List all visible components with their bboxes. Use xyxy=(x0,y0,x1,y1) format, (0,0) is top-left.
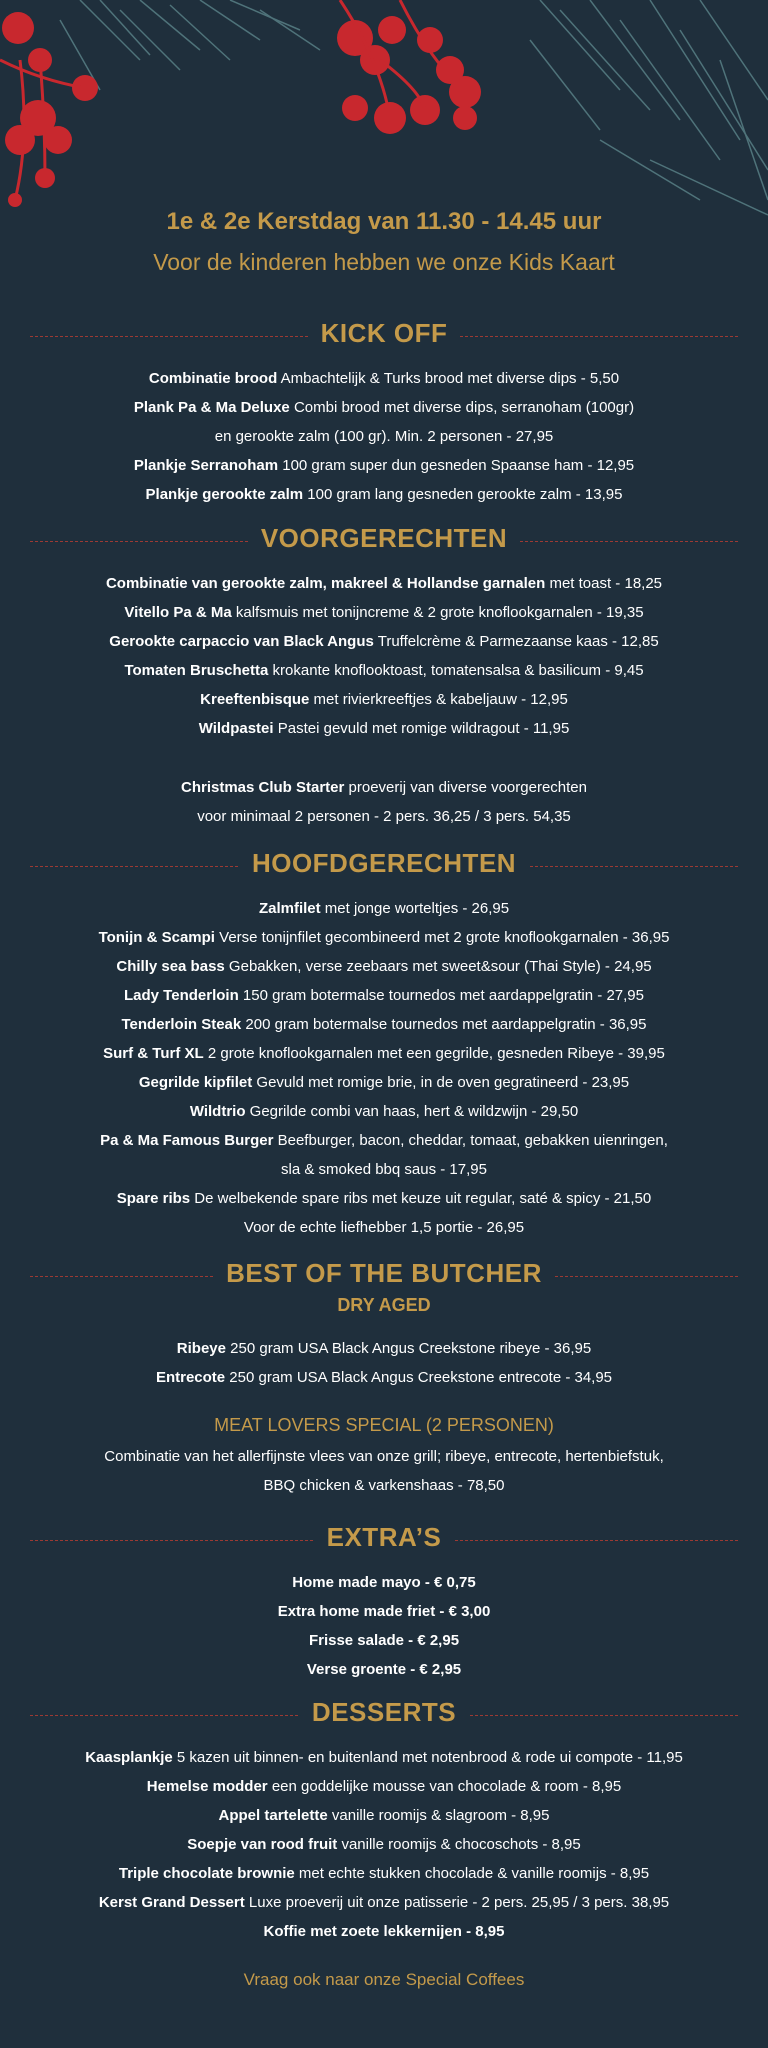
dish-description: vanille roomijs & slagroom - 8,95 xyxy=(327,1807,550,1824)
dish-description: een goddelijke mousse van chocolade & room - 8,95 xyxy=(267,1778,622,1795)
dish-description: en gerookte zalm (100 gr). Min. 2 personen - 27,95 xyxy=(214,428,554,445)
dish-description: voor minimaal 2 personen - 2 pers. 36,25 / 3 pers. 54,35 xyxy=(197,808,571,825)
dish-name: Verse groente - € 2,95 xyxy=(306,1661,462,1678)
dish-description: krokante knoflooktoast, tomatensalsa & basilicum - 9,45 xyxy=(268,662,644,679)
dish-description: Beefburger, bacon, cheddar, tomaat, gebakken uienringen, xyxy=(273,1132,668,1149)
dish-description: Truffelcrème & Parmezaanse kaas - 12,85 xyxy=(373,633,659,650)
menu-item xyxy=(0,1743,768,1772)
dish-name: Zalmfilet xyxy=(258,900,321,917)
menu-list xyxy=(0,894,768,1242)
dish-name: Home made mayo - € 0,75 xyxy=(292,1574,476,1591)
menu-item xyxy=(0,1655,768,1684)
section-title: EXTRA’S xyxy=(315,1522,454,1552)
menu-item xyxy=(0,685,768,714)
menu-item xyxy=(0,981,768,1010)
dish-name: Wildpastei xyxy=(198,720,274,737)
menu-item xyxy=(0,1859,768,1888)
dish-name: Frisse salade - € 2,95 xyxy=(308,1632,460,1649)
dish-name: Vitello Pa & Ma xyxy=(124,604,232,621)
dish-name: Chilly sea bass xyxy=(116,958,225,975)
dish-name: Tomaten Bruschetta xyxy=(124,662,269,679)
dish-name: Tenderloin Steak xyxy=(121,1016,242,1033)
menu-item xyxy=(0,1126,768,1155)
section-hoofdgerechten xyxy=(0,848,768,1242)
dish-name: Extra home made friet - € 3,00 xyxy=(277,1603,491,1620)
dish-description: Combinatie van het allerfijnste vlees van onze grill; ribeye, entrecote, hertenbiefstuk, xyxy=(104,1448,664,1465)
menu-item xyxy=(0,1888,768,1917)
section-kick-off xyxy=(0,318,768,509)
menu-item xyxy=(0,1917,768,1946)
dish-description: met toast - 18,25 xyxy=(545,575,663,592)
meat-lovers-title: MEAT LOVERS SPECIAL (2 PERSONEN) xyxy=(214,1415,554,1435)
kids-menu-note: Voor de kinderen hebben we onze Kids Kaart xyxy=(153,249,615,275)
section-best-of-the-butcher xyxy=(0,1258,768,1500)
dish-description: kalfsmuis met tonijncreme & 2 grote knoflookgarnalen - 19,35 xyxy=(231,604,644,621)
dish-name: Kerst Grand Dessert xyxy=(98,1894,245,1911)
dish-description: proeverij van diverse voorgerechten xyxy=(344,779,587,796)
dish-name: Ribeye xyxy=(176,1340,226,1357)
dish-description: met echte stukken chocolade & vanille roomijs - 8,95 xyxy=(294,1865,650,1882)
menu-list-meat-lovers xyxy=(0,1442,768,1500)
menu-item xyxy=(0,364,768,393)
dish-name: Lady Tenderloin xyxy=(124,987,239,1004)
section-title: KICK OFF xyxy=(309,318,460,348)
menu-item xyxy=(0,1213,768,1242)
section-subtitle: DRY AGED xyxy=(337,1295,431,1315)
menu-item xyxy=(0,1097,768,1126)
menu-item xyxy=(0,1772,768,1801)
dish-description: Gebakken, verse zeebaars met sweet&sour (Thai Style) - 24,95 xyxy=(224,958,652,975)
menu-item xyxy=(0,422,768,451)
section-title: BEST OF THE BUTCHER xyxy=(214,1258,554,1288)
dish-name: Appel tartelette xyxy=(218,1807,328,1824)
dish-description: Ambachtelijk & Turks brood met diverse dips - 5,50 xyxy=(277,370,620,387)
pine-branch-left-icon xyxy=(60,0,320,90)
menu-list xyxy=(0,1568,768,1684)
menu-item xyxy=(0,480,768,509)
dish-name: Plankje Serranoham xyxy=(133,457,279,474)
menu-item xyxy=(0,1363,768,1392)
menu-list xyxy=(0,1743,768,1946)
dish-description: 2 grote knoflookgarnalen met een gegrilde, gesneden Ribeye - 39,95 xyxy=(203,1045,665,1062)
dish-description: 200 gram botermalse tournedos met aardappelgratin - 36,95 xyxy=(241,1016,647,1033)
dish-name: Kreeftenbisque xyxy=(200,691,310,708)
dish-name: Entrecote xyxy=(155,1369,226,1386)
pine-branch-right-icon xyxy=(530,0,768,215)
menu-item xyxy=(0,1039,768,1068)
section-title: DESSERTS xyxy=(300,1697,468,1727)
dish-description: met rivierkreeftjes & kabeljauw - 12,95 xyxy=(309,691,568,708)
dish-description: 150 gram botermalse tournedos met aardappelgratin - 27,95 xyxy=(238,987,644,1004)
menu-item xyxy=(0,1184,768,1213)
menu-item xyxy=(0,802,768,831)
section-extras xyxy=(0,1522,768,1684)
section-header xyxy=(0,1258,768,1294)
menu-item xyxy=(0,451,768,480)
intro xyxy=(0,205,768,279)
dish-description: vanille roomijs & chocoschots - 8,95 xyxy=(337,1836,581,1853)
section-title: VOORGERECHTEN xyxy=(249,523,519,553)
dish-name: Wildtrio xyxy=(189,1103,246,1120)
dish-description: Verse tonijnfilet gecombineerd met 2 grote knoflookgarnalen - 36,95 xyxy=(214,929,670,946)
dish-description: met jonge worteltjes - 26,95 xyxy=(320,900,510,917)
menu-item xyxy=(0,1597,768,1626)
dish-description: De welbekende spare ribs met keuze uit regular, saté & spicy - 21,50 xyxy=(190,1190,652,1207)
menu-item xyxy=(0,1568,768,1597)
dish-description: BBQ chicken & varkenshaas - 78,50 xyxy=(263,1477,505,1494)
opening-hours: 1e & 2e Kerstdag van 11.30 - 14.45 uur xyxy=(166,208,602,235)
dish-name: Kaasplankje xyxy=(85,1749,173,1766)
menu-item xyxy=(0,1010,768,1039)
menu-list xyxy=(0,569,768,743)
dish-name: Surf & Turf XL xyxy=(103,1045,204,1062)
menu-item xyxy=(0,1801,768,1830)
menu-item xyxy=(0,1626,768,1655)
dish-description: Combi brood met diverse dips, serranoham (100gr) xyxy=(289,399,635,416)
menu-item xyxy=(0,923,768,952)
section-header xyxy=(0,1697,768,1733)
dish-description: 250 gram USA Black Angus Creekstone entrecote - 34,95 xyxy=(225,1369,613,1386)
menu-item xyxy=(0,627,768,656)
dish-name: Tonijn & Scampi xyxy=(98,929,215,946)
dish-name: Triple chocolate brownie xyxy=(118,1865,295,1882)
section-desserts xyxy=(0,1697,768,1946)
dish-name: Combinatie van gerookte zalm, makreel & Hollandse garnalen xyxy=(105,575,546,592)
christmas-decoration xyxy=(0,0,768,220)
menu-list xyxy=(0,1334,768,1392)
menu-list-christmas-starter xyxy=(0,773,768,831)
menu-item xyxy=(0,894,768,923)
menu-item xyxy=(0,1334,768,1363)
dish-name: Christmas Club Starter xyxy=(180,779,345,796)
menu-item xyxy=(0,773,768,802)
section-header xyxy=(0,1522,768,1558)
dish-name: Spare ribs xyxy=(116,1190,191,1207)
dish-description: 5 kazen uit binnen- en buitenland met notenbrood & rode ui compote - 11,95 xyxy=(172,1749,683,1766)
dish-description: Pastei gevuld met romige wildragout - 11,95 xyxy=(273,720,570,737)
dish-description: 100 gram super dun gesneden Spaanse ham - 12,95 xyxy=(278,457,635,474)
dish-name: Pa & Ma Famous Burger xyxy=(100,1132,274,1149)
section-title: HOOFDGERECHTEN xyxy=(240,848,528,878)
section-voorgerechten xyxy=(0,523,768,831)
section-header xyxy=(0,318,768,354)
menu-item xyxy=(0,393,768,422)
dish-name: Soepje van rood fruit xyxy=(187,1836,338,1853)
menu-list xyxy=(0,364,768,509)
dish-name: Gegrilde kipfilet xyxy=(138,1074,253,1091)
dish-description: Gevuld met romige brie, in de oven gegratineerd - 23,95 xyxy=(252,1074,630,1091)
dish-description: 250 gram USA Black Angus Creekstone ribeye - 36,95 xyxy=(226,1340,592,1357)
menu-item xyxy=(0,714,768,743)
dish-description: Voor de echte liefhebber 1,5 portie - 26,95 xyxy=(243,1219,525,1236)
dish-description: Luxe proeverij uit onze patisserie - 2 pers. 25,95 / 3 pers. 38,95 xyxy=(244,1894,670,1911)
dish-name: Combinatie brood xyxy=(148,370,278,387)
special-coffees-note: Vraag ook naar onze Special Coffees xyxy=(243,1970,525,1989)
menu-item xyxy=(0,1442,768,1471)
section-header xyxy=(0,523,768,559)
dish-description: sla & smoked bbq saus - 17,95 xyxy=(281,1161,487,1178)
section-header xyxy=(0,848,768,884)
dish-name: Plank Pa & Ma Deluxe xyxy=(133,399,290,416)
menu-item xyxy=(0,569,768,598)
dish-name: Gerookte carpaccio van Black Angus xyxy=(109,633,374,650)
menu-item xyxy=(0,1155,768,1184)
dish-name: Plankje gerookte zalm xyxy=(145,486,304,503)
menu-item xyxy=(0,656,768,685)
menu-item xyxy=(0,598,768,627)
menu-item xyxy=(0,1830,768,1859)
berries-left-icon xyxy=(2,12,98,207)
dish-name: Koffie met zoete lekkernijen - 8,95 xyxy=(263,1923,505,1940)
dish-description: 100 gram lang gesneden gerookte zalm - 13,95 xyxy=(303,486,623,503)
menu-item xyxy=(0,952,768,981)
dish-description: Gegrilde combi van haas, hert & wildzwijn - 29,50 xyxy=(245,1103,579,1120)
menu-item xyxy=(0,1471,768,1500)
menu-item xyxy=(0,1068,768,1097)
dish-name: Hemelse modder xyxy=(146,1778,268,1795)
